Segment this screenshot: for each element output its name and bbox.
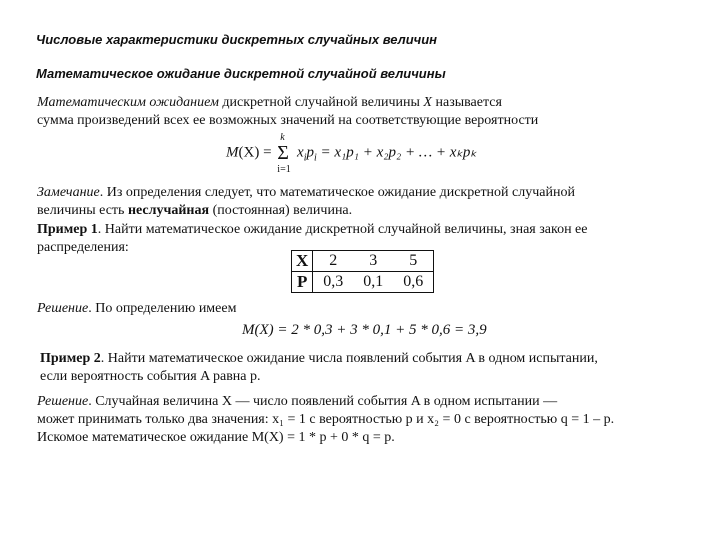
solution1-label: Решение xyxy=(37,301,89,316)
example2-line-1: Пример 2. Найти математическое ожидание числа появлений события A в одном испытании, xyxy=(40,351,598,366)
distribution-table xyxy=(291,250,434,293)
sum-symbol: k Σ i=1 xyxy=(277,132,291,175)
example1-line-1: Пример 1. Найти математическое ожидание дискретной случайной величины, зная закон ее xyxy=(37,222,588,237)
table-row xyxy=(292,251,434,272)
table-row xyxy=(292,272,434,293)
page-title: Числовые характеристики дискретных случайных величин xyxy=(36,32,438,47)
expectation-formula: M(X) = k Σ i=1 $x_ip_i = x_1p_1 + x_2p_2$ + … + xₖpₖ xyxy=(226,132,477,175)
x-value: 2 xyxy=(313,251,354,272)
solution2-line-1: Решение. Случайная величина X — число появлений события A в одном испытании — xyxy=(37,394,558,409)
definition-term: Математическим ожиданием xyxy=(37,95,219,110)
solution2-line-3: Искомое математическое ожидание M(X) = 1 * p + 0 * q = p. xyxy=(37,430,395,445)
example2-line-2: если вероятность события A равна p. xyxy=(40,369,261,384)
x-value: 3 xyxy=(353,251,393,272)
definition-line-1: Математическим ожиданием дискретной случайной величины X называется xyxy=(37,95,502,110)
x-value: 5 xyxy=(393,251,434,272)
p-value: 0,3 xyxy=(313,272,354,293)
x-header: X xyxy=(292,251,313,272)
remark-line-1: Замечание. Из определения следует, что математическое ожидание дискретной случайной xyxy=(37,185,575,200)
definition-line-2: сумма произведений всех ее возможных значений на соответствующие вероятности xyxy=(37,113,539,128)
solution1-formula: M(X) = 2 * 0,3 + 3 * 0,1 + 5 * 0,6 = 3,9 xyxy=(242,322,487,338)
remark-line-2: величины есть неслучайная (постоянная) величина. xyxy=(37,203,353,218)
example1-label: Пример 1 xyxy=(37,222,98,237)
example2-label: Пример 2 xyxy=(40,351,101,366)
p-header: P xyxy=(292,272,313,293)
remark-label: Замечание xyxy=(37,185,100,200)
p-value: 0,1 xyxy=(353,272,393,293)
example1-line-2: распределения: xyxy=(37,240,129,255)
solution1-line: Решение. По определению имеем xyxy=(37,301,237,316)
solution2-line-2: может принимать только два значения: x₁ = 1 с вероятностью p и x₂ = 0 с вероятностью q = 1 – p. xyxy=(37,412,615,427)
section-heading: Математическое ожидание дискретной случайной величины xyxy=(36,66,446,81)
p-value: 0,6 xyxy=(393,272,434,293)
solution2-label: Решение xyxy=(37,394,89,409)
